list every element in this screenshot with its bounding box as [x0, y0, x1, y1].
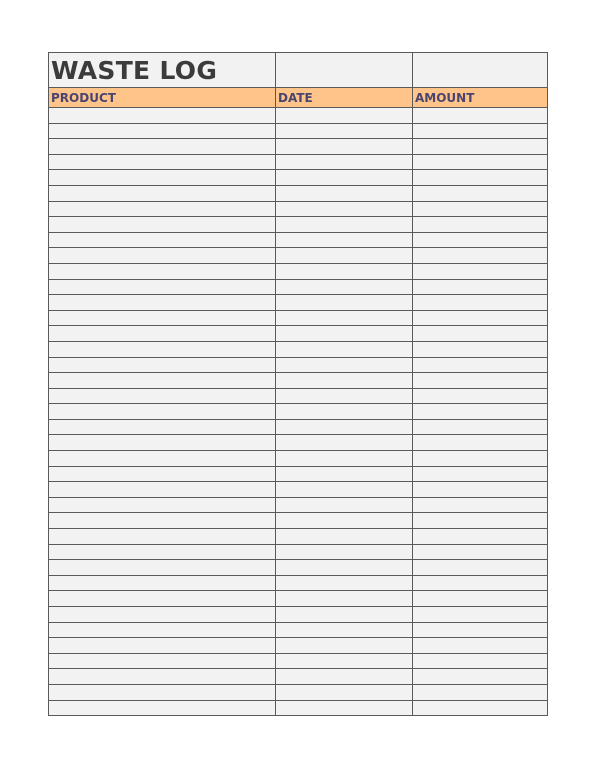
amount-cell[interactable]	[413, 638, 548, 654]
date-cell[interactable]	[276, 404, 413, 420]
date-cell[interactable]	[276, 684, 413, 700]
date-cell[interactable]	[276, 497, 413, 513]
table-row	[49, 466, 548, 482]
date-cell[interactable]	[276, 248, 413, 264]
amount-cell[interactable]	[413, 295, 548, 311]
date-cell[interactable]	[276, 388, 413, 404]
date-cell[interactable]	[276, 607, 413, 623]
table-row	[49, 388, 548, 404]
column-header-row	[49, 88, 548, 108]
amount-cell[interactable]	[413, 263, 548, 279]
product-cell[interactable]	[49, 232, 276, 248]
date-cell[interactable]	[276, 638, 413, 654]
table-row	[49, 341, 548, 357]
table-row	[49, 451, 548, 467]
date-cell[interactable]	[276, 669, 413, 685]
waste-log-table	[48, 52, 548, 716]
amount-cell[interactable]	[413, 217, 548, 233]
amount-cell[interactable]	[413, 497, 548, 513]
table-row	[49, 653, 548, 669]
product-cell[interactable]	[49, 248, 276, 264]
amount-cell[interactable]	[413, 653, 548, 669]
date-cell[interactable]	[276, 341, 413, 357]
date-cell[interactable]	[276, 560, 413, 576]
amount-cell[interactable]	[413, 544, 548, 560]
amount-cell[interactable]	[413, 669, 548, 685]
date-cell[interactable]	[276, 466, 413, 482]
product-cell[interactable]	[49, 404, 276, 420]
date-cell[interactable]	[276, 435, 413, 451]
product-cell[interactable]	[49, 513, 276, 529]
product-cell[interactable]	[49, 700, 276, 716]
product-cell[interactable]	[49, 529, 276, 545]
date-cell[interactable]	[276, 326, 413, 342]
date-cell[interactable]	[276, 232, 413, 248]
table-row	[49, 404, 548, 420]
table-row	[49, 170, 548, 186]
date-cell[interactable]	[276, 295, 413, 311]
table-row	[49, 700, 548, 716]
table-row	[49, 373, 548, 389]
date-cell[interactable]	[276, 451, 413, 467]
product-cell[interactable]	[49, 607, 276, 623]
table-row	[49, 669, 548, 685]
table-row	[49, 497, 548, 513]
table-row	[49, 217, 548, 233]
product-cell[interactable]	[49, 108, 276, 124]
product-cell[interactable]	[49, 326, 276, 342]
page-title: WASTE LOG	[49, 53, 276, 88]
date-column-header: DATE	[276, 88, 413, 108]
product-cell[interactable]	[49, 638, 276, 654]
product-cell[interactable]	[49, 217, 276, 233]
table-row	[49, 684, 548, 700]
table-row	[49, 326, 548, 342]
date-cell[interactable]	[276, 123, 413, 139]
amount-cell[interactable]	[413, 201, 548, 217]
date-cell[interactable]	[276, 108, 413, 124]
amount-cell[interactable]	[413, 560, 548, 576]
amount-cell[interactable]	[413, 700, 548, 716]
amount-cell[interactable]	[413, 373, 548, 389]
amount-cell[interactable]	[413, 529, 548, 545]
amount-cell[interactable]	[413, 185, 548, 201]
amount-cell[interactable]	[413, 466, 548, 482]
product-cell[interactable]	[49, 170, 276, 186]
amount-cell[interactable]	[413, 388, 548, 404]
table-row	[49, 108, 548, 124]
table-row	[49, 310, 548, 326]
product-cell[interactable]	[49, 154, 276, 170]
date-cell[interactable]	[276, 653, 413, 669]
table-row	[49, 419, 548, 435]
table-row	[49, 435, 548, 451]
date-cell[interactable]	[276, 419, 413, 435]
date-cell[interactable]	[276, 575, 413, 591]
title-blank-cell	[413, 53, 548, 88]
amount-cell[interactable]	[413, 575, 548, 591]
amount-cell[interactable]	[413, 591, 548, 607]
table-row	[49, 295, 548, 311]
table-row	[49, 607, 548, 623]
table-row	[49, 482, 548, 498]
date-cell[interactable]	[276, 700, 413, 716]
waste-log-body	[49, 53, 548, 716]
amount-cell[interactable]	[413, 279, 548, 295]
product-cell[interactable]	[49, 279, 276, 295]
product-cell[interactable]	[49, 201, 276, 217]
title-blank-cell	[276, 53, 413, 88]
product-column-header: PRODUCT	[49, 88, 276, 108]
table-row	[49, 279, 548, 295]
product-cell[interactable]	[49, 419, 276, 435]
amount-cell[interactable]	[413, 139, 548, 155]
amount-cell[interactable]	[413, 622, 548, 638]
date-cell[interactable]	[276, 357, 413, 373]
amount-cell[interactable]	[413, 607, 548, 623]
table-row	[49, 154, 548, 170]
date-cell[interactable]	[276, 263, 413, 279]
date-cell[interactable]	[276, 170, 413, 186]
table-row	[49, 232, 548, 248]
date-cell[interactable]	[276, 154, 413, 170]
table-row	[49, 263, 548, 279]
date-cell[interactable]	[276, 279, 413, 295]
table-row	[49, 201, 548, 217]
date-cell[interactable]	[276, 513, 413, 529]
product-cell[interactable]	[49, 466, 276, 482]
table-row	[49, 575, 548, 591]
table-row	[49, 638, 548, 654]
table-row	[49, 591, 548, 607]
product-cell[interactable]	[49, 388, 276, 404]
amount-cell[interactable]	[413, 684, 548, 700]
date-cell[interactable]	[276, 310, 413, 326]
product-cell[interactable]	[49, 653, 276, 669]
amount-cell[interactable]	[413, 435, 548, 451]
product-cell[interactable]	[49, 622, 276, 638]
amount-cell[interactable]	[413, 513, 548, 529]
table-row	[49, 560, 548, 576]
product-cell[interactable]	[49, 123, 276, 139]
product-cell[interactable]	[49, 435, 276, 451]
product-cell[interactable]	[49, 684, 276, 700]
table-row	[49, 185, 548, 201]
product-cell[interactable]	[49, 310, 276, 326]
amount-cell[interactable]	[413, 482, 548, 498]
amount-cell[interactable]	[413, 326, 548, 342]
date-cell[interactable]	[276, 373, 413, 389]
date-cell[interactable]	[276, 201, 413, 217]
amount-cell[interactable]	[413, 232, 548, 248]
date-cell[interactable]	[276, 482, 413, 498]
product-cell[interactable]	[49, 560, 276, 576]
date-cell[interactable]	[276, 185, 413, 201]
table-row	[49, 544, 548, 560]
amount-cell[interactable]	[413, 451, 548, 467]
amount-cell[interactable]	[413, 419, 548, 435]
amount-cell[interactable]	[413, 248, 548, 264]
product-cell[interactable]	[49, 451, 276, 467]
amount-cell[interactable]	[413, 357, 548, 373]
table-row	[49, 529, 548, 545]
date-cell[interactable]	[276, 139, 413, 155]
table-row	[49, 357, 548, 373]
product-cell[interactable]	[49, 185, 276, 201]
product-cell[interactable]	[49, 669, 276, 685]
product-cell[interactable]	[49, 482, 276, 498]
product-cell[interactable]	[49, 544, 276, 560]
product-cell[interactable]	[49, 139, 276, 155]
amount-cell[interactable]	[413, 123, 548, 139]
table-row	[49, 513, 548, 529]
product-cell[interactable]	[49, 575, 276, 591]
product-cell[interactable]	[49, 295, 276, 311]
product-cell[interactable]	[49, 497, 276, 513]
date-cell[interactable]	[276, 544, 413, 560]
table-row	[49, 139, 548, 155]
title-row	[49, 53, 548, 88]
table-row	[49, 123, 548, 139]
product-cell[interactable]	[49, 341, 276, 357]
date-cell[interactable]	[276, 217, 413, 233]
date-cell[interactable]	[276, 622, 413, 638]
date-cell[interactable]	[276, 529, 413, 545]
amount-cell[interactable]	[413, 170, 548, 186]
date-cell[interactable]	[276, 591, 413, 607]
amount-cell[interactable]	[413, 154, 548, 170]
product-cell[interactable]	[49, 263, 276, 279]
amount-cell[interactable]	[413, 341, 548, 357]
amount-cell[interactable]	[413, 404, 548, 420]
product-cell[interactable]	[49, 357, 276, 373]
amount-cell[interactable]	[413, 310, 548, 326]
amount-column-header: AMOUNT	[413, 88, 548, 108]
table-row	[49, 248, 548, 264]
table-row	[49, 622, 548, 638]
product-cell[interactable]	[49, 591, 276, 607]
amount-cell[interactable]	[413, 108, 548, 124]
product-cell[interactable]	[49, 373, 276, 389]
